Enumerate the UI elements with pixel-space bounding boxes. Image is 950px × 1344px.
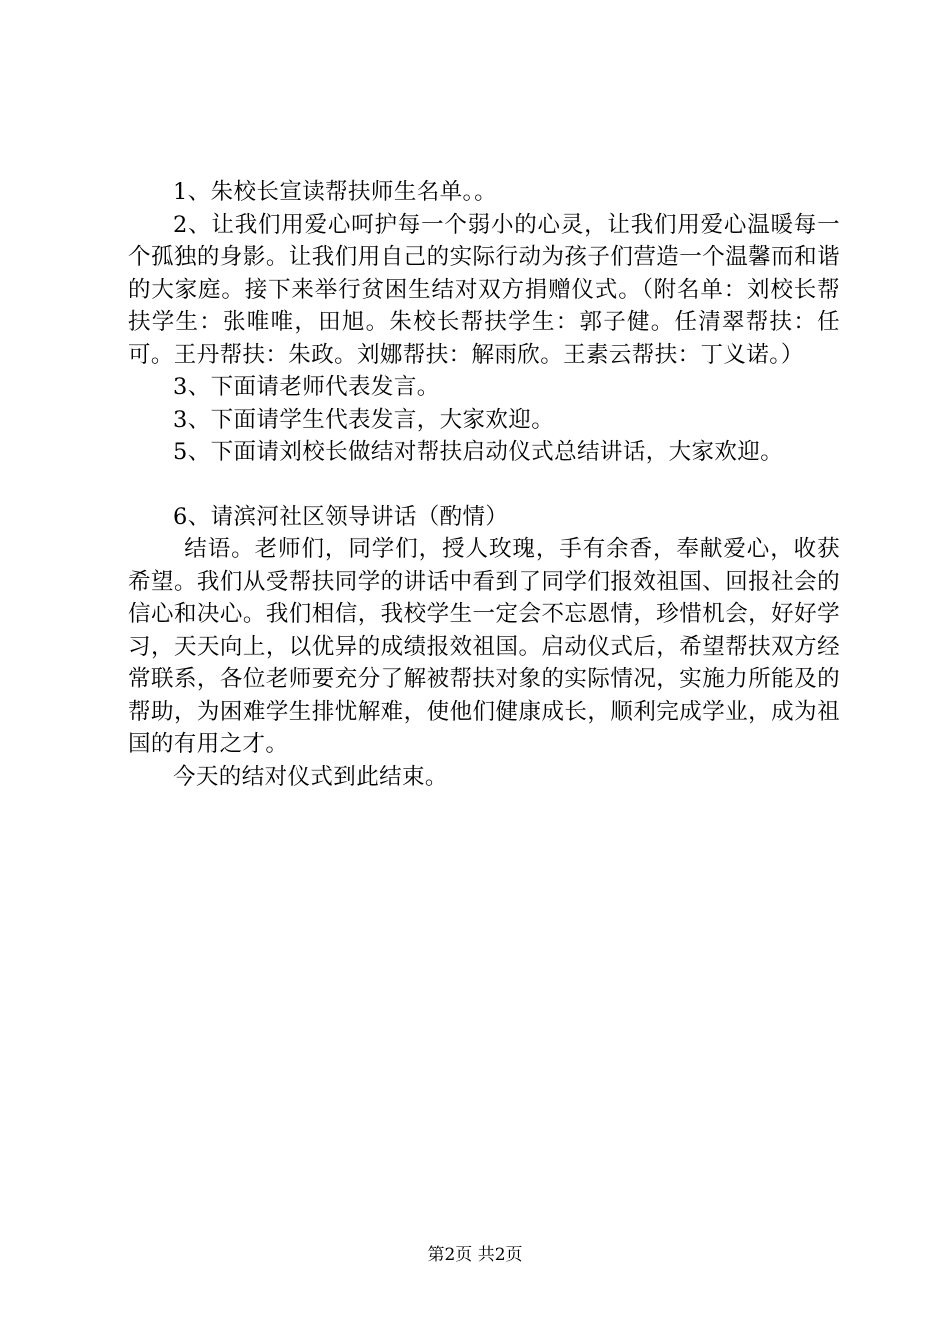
paragraph-item-3: 3、下面请老师代表发言。 [173, 374, 440, 400]
paragraph-item-6: 6、请滨河社区领导讲话（酌情） [173, 503, 509, 530]
paragraph-item-2: 2、让我们用爱心呵护每一个弱小的心灵，让我们用爱心温暖每一个孤独的身影。让我们用自己的实际行动为孩子们营造一个温馨而和谐的大家庭。接下来举行贫困生结对双方捐赠仪式。（附名单：刘校长帮扶学生：张唯唯，田旭。朱校长帮扶学生：郭子健。任清翠帮扶：任可。王丹帮扶：朱政。刘娜帮扶：解雨欣。王素云帮扶：丁义诺。） [128, 211, 840, 368]
paragraph-item-4: 3、下面请学生代表发言，大家欢迎。 [173, 406, 555, 433]
page-footer [0, 1244, 950, 1266]
document-body [128, 176, 840, 793]
paragraph-ending: 今天的结对仪式到此结束。 [173, 763, 448, 790]
paragraph-item-1: 1、朱校长宣读帮扶师生名单。。 [173, 179, 498, 205]
paragraph-item-5: 5、下面请刘校长做结对帮扶启动仪式总结讲话，大家欢迎。 [173, 439, 784, 465]
page-number-label: 第2页 共2页 [427, 1245, 523, 1265]
paragraph-closing-remarks: 结语。老师们，同学们，授人玫瑰，手有余香，奉献爱心，收获希望。我们从受帮扶同学的讲话中看到了同学们报效祖国、回报社会的信心和决心。我们相信，我校学生一定会不忘恩情，珍惜机会，好好学习，天天向上，以优异的成绩报效祖国。启动仪式后，希望帮扶双方经常联系，各位老师要充分了解被帮扶对象的实际情况，实施力所能及的帮助，为困难学生排忧解难，使他们健康成长，顺利完成学业，成为祖国的有用之才。 [128, 536, 840, 757]
